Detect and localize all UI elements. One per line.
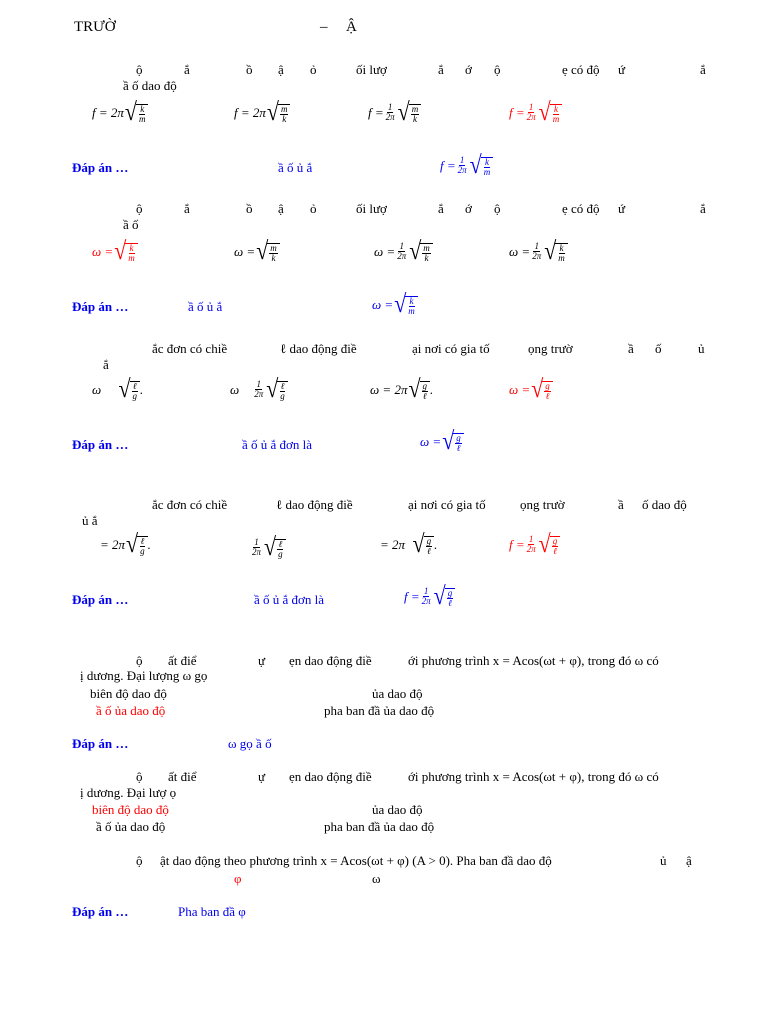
q3-answer-text: ầ ố ủ ắ đơn là — [242, 437, 313, 452]
q7-word: ộ — [136, 853, 143, 868]
q2-word: ắ — [700, 201, 706, 216]
q3-option-a: ω √ $\frac{\text{ℓ}}{g}$ . — [92, 373, 144, 403]
q5-option-a: biên độ dao độ — [90, 686, 167, 701]
q2-word: ẹ có độ — [562, 201, 600, 216]
q5-word: ất điể — [168, 653, 197, 668]
q7-word: ủ — [660, 853, 667, 868]
q5-answer-text: ω gọ ầ ố — [228, 736, 272, 751]
q2-line2: ầ ố — [123, 217, 139, 232]
q6-option-b: ủa dao độ — [372, 802, 423, 817]
q6-word: ất điể — [168, 769, 197, 784]
q1-line2: ầ ố dao độ — [123, 78, 177, 93]
q7-word: ậ — [686, 853, 692, 868]
q5-word: ẹn dao động điề — [289, 653, 372, 668]
q4-word: ọng trườ — [520, 497, 565, 512]
q2-word: ớ — [465, 201, 472, 216]
q2-answer-text: ầ ố ủ ắ — [188, 299, 223, 314]
q2-word: ậ — [278, 201, 284, 216]
q4-option-a: = 2π √ $\frac{\text{ℓ}}{g}$ . — [100, 528, 151, 558]
header-right: Ậ — [346, 19, 357, 35]
q1-word: ứ — [618, 62, 626, 77]
q1-word: ẹ có độ — [562, 62, 600, 77]
header-dash: – — [320, 19, 328, 35]
q5-line2: ị dương. Đại lượng ω gọ — [80, 668, 208, 683]
q7-option-b: ω — [372, 871, 381, 886]
q1-option-a: f = 2π √ $\frac{k}{m}$ — [92, 101, 148, 124]
q3-option-d-correct: ω = √ $\frac{g}{\text{ℓ}}$ — [509, 378, 553, 401]
q5-word: ộ — [136, 653, 143, 668]
q3-answer-formula: ω = √ $\frac{g}{\text{ℓ}}$ — [420, 430, 464, 453]
q2-option-b: ω = √ $\frac{m}{k}$ — [234, 240, 280, 263]
q3-line2: ắ — [103, 357, 109, 372]
q4-word: ố dao độ — [642, 497, 687, 512]
q6-option-d: pha ban đầ ủa dao độ — [324, 819, 435, 834]
q4-option-b: $\frac{1}{2\pi}$ √ $\frac{\text{ℓ}}{g}$ — [250, 533, 286, 559]
q1-word: ộ — [494, 62, 501, 77]
q4-answer-text: ầ ố ủ ắ đơn là — [254, 592, 325, 607]
q1-answer-formula: f = $\frac{1}{2\pi}$ √ $\frac{k}{m}$ — [440, 154, 493, 177]
q5-word: ới phương trình x = Acos(ωt + φ), trong đó ω có — [408, 653, 659, 668]
q7-word: ật dao động theo phương trình x = Acos(ωt + φ) (A > 0). Pha ban đầ dao độ — [160, 853, 552, 868]
q5-option-b: ủa dao độ — [372, 686, 423, 701]
q2-word: ắ — [184, 201, 190, 216]
q2-option-c: ω = $\frac{1}{2\pi}$ √ $\frac{m}{k}$ — [374, 240, 433, 263]
q3-word: ại nơi có gia tố — [412, 341, 490, 356]
q1-answer-label: Đáp án … — [72, 160, 129, 175]
q4-word: ầ — [618, 497, 624, 512]
q1-word: ồ — [246, 62, 253, 77]
q2-word: ồ — [246, 201, 253, 216]
q1-word: ắ — [700, 62, 706, 77]
q2-option-d: ω = $\frac{1}{2\pi}$ √ $\frac{k}{m}$ — [509, 240, 568, 263]
q4-line2: ủ ắ — [82, 513, 98, 528]
q6-word: ộ — [136, 769, 143, 784]
q1-word: ắ — [438, 62, 444, 77]
q2-word: ắ — [438, 201, 444, 216]
q4-word: ắc đơn có chiề — [152, 497, 228, 512]
q2-word: ộ — [136, 201, 143, 216]
q1-option-d-correct: f = $\frac{1}{2\pi}$ √ $\frac{k}{m}$ — [509, 101, 562, 124]
q2-word: ộ — [494, 201, 501, 216]
q1-word: ậ — [278, 62, 284, 77]
q1-option-b: f = 2π √ $\frac{m}{k}$ — [234, 101, 290, 124]
q4-word: ại nơi có gia tố — [408, 497, 486, 512]
q5-option-d: pha ban đầ ủa dao độ — [324, 703, 435, 718]
q1-word: ỏ — [310, 62, 317, 77]
q7-option-a-correct: φ — [234, 871, 242, 886]
q2-word: ỏ — [310, 201, 317, 216]
q5-word: ự — [258, 653, 266, 668]
q6-option-a-correct: biên độ dao độ — [92, 802, 169, 817]
q6-word: ẹn dao động điề — [289, 769, 372, 784]
q2-word: ối lượ — [356, 201, 387, 216]
q3-answer-label: Đáp án … — [72, 437, 129, 452]
q5-option-c-correct: ầ ố ủa dao độ — [96, 703, 166, 718]
q7-answer-label: Đáp án … — [72, 904, 129, 919]
q1-answer-text: ầ ố ủ ắ — [278, 160, 313, 175]
q3-word: ủ — [698, 341, 705, 356]
q3-word: ố — [655, 341, 662, 356]
q4-option-c: = 2π √ $\frac{g}{\text{ℓ}}$ . — [380, 528, 438, 558]
q6-option-c: ầ ố ủa dao độ — [96, 819, 166, 834]
q6-word: ới phương trình x = Acos(ωt + φ), trong đó ω có — [408, 769, 659, 784]
q2-option-a-correct: ω = √ $\frac{k}{m}$ — [92, 240, 138, 263]
q3-word: ắc đơn có chiề — [152, 341, 228, 356]
header-school: TRƯỜ — [74, 19, 116, 35]
q6-word: ự — [258, 769, 266, 784]
q7-answer-text: Pha ban đầ φ — [178, 904, 246, 919]
q1-word: ối lượ — [356, 62, 387, 77]
q2-answer-label: Đáp án … — [72, 299, 129, 314]
q1-option-c: f = $\frac{1}{2\pi}$ √ $\frac{m}{k}$ — [368, 101, 421, 124]
q3-word: ầ — [628, 341, 634, 356]
q6-line2: ị dương. Đại lượ ọ — [80, 785, 177, 800]
q3-word: ọng trườ — [528, 341, 573, 356]
q2-answer-formula: ω = √ $\frac{k}{m}$ — [372, 293, 418, 316]
q3-word: ℓ dao động điề — [280, 341, 357, 356]
q4-option-d-correct: f = $\frac{1}{2\pi}$ √ $\frac{g}{\text{ℓ}}$ — [509, 533, 560, 556]
q3-option-c: ω = 2π √ $\frac{g}{\text{ℓ}}$ . — [370, 373, 434, 403]
q4-word: ℓ dao động điề — [276, 497, 353, 512]
q2-word: ứ — [618, 201, 626, 216]
q1-word: ắ — [184, 62, 190, 77]
q3-option-b: ω $\frac{1}{2\pi}$ √ $\frac{\text{ℓ}}{g}$ — [230, 378, 288, 401]
q4-answer-label: Đáp án … — [72, 592, 129, 607]
q1-word: ớ — [465, 62, 472, 77]
q5-answer-label: Đáp án … — [72, 736, 129, 751]
q4-answer-formula: f = $\frac{1}{2\pi}$ √ $\frac{g}{\text{ℓ}}$ — [404, 585, 455, 608]
q1-word: ộ — [136, 62, 143, 77]
